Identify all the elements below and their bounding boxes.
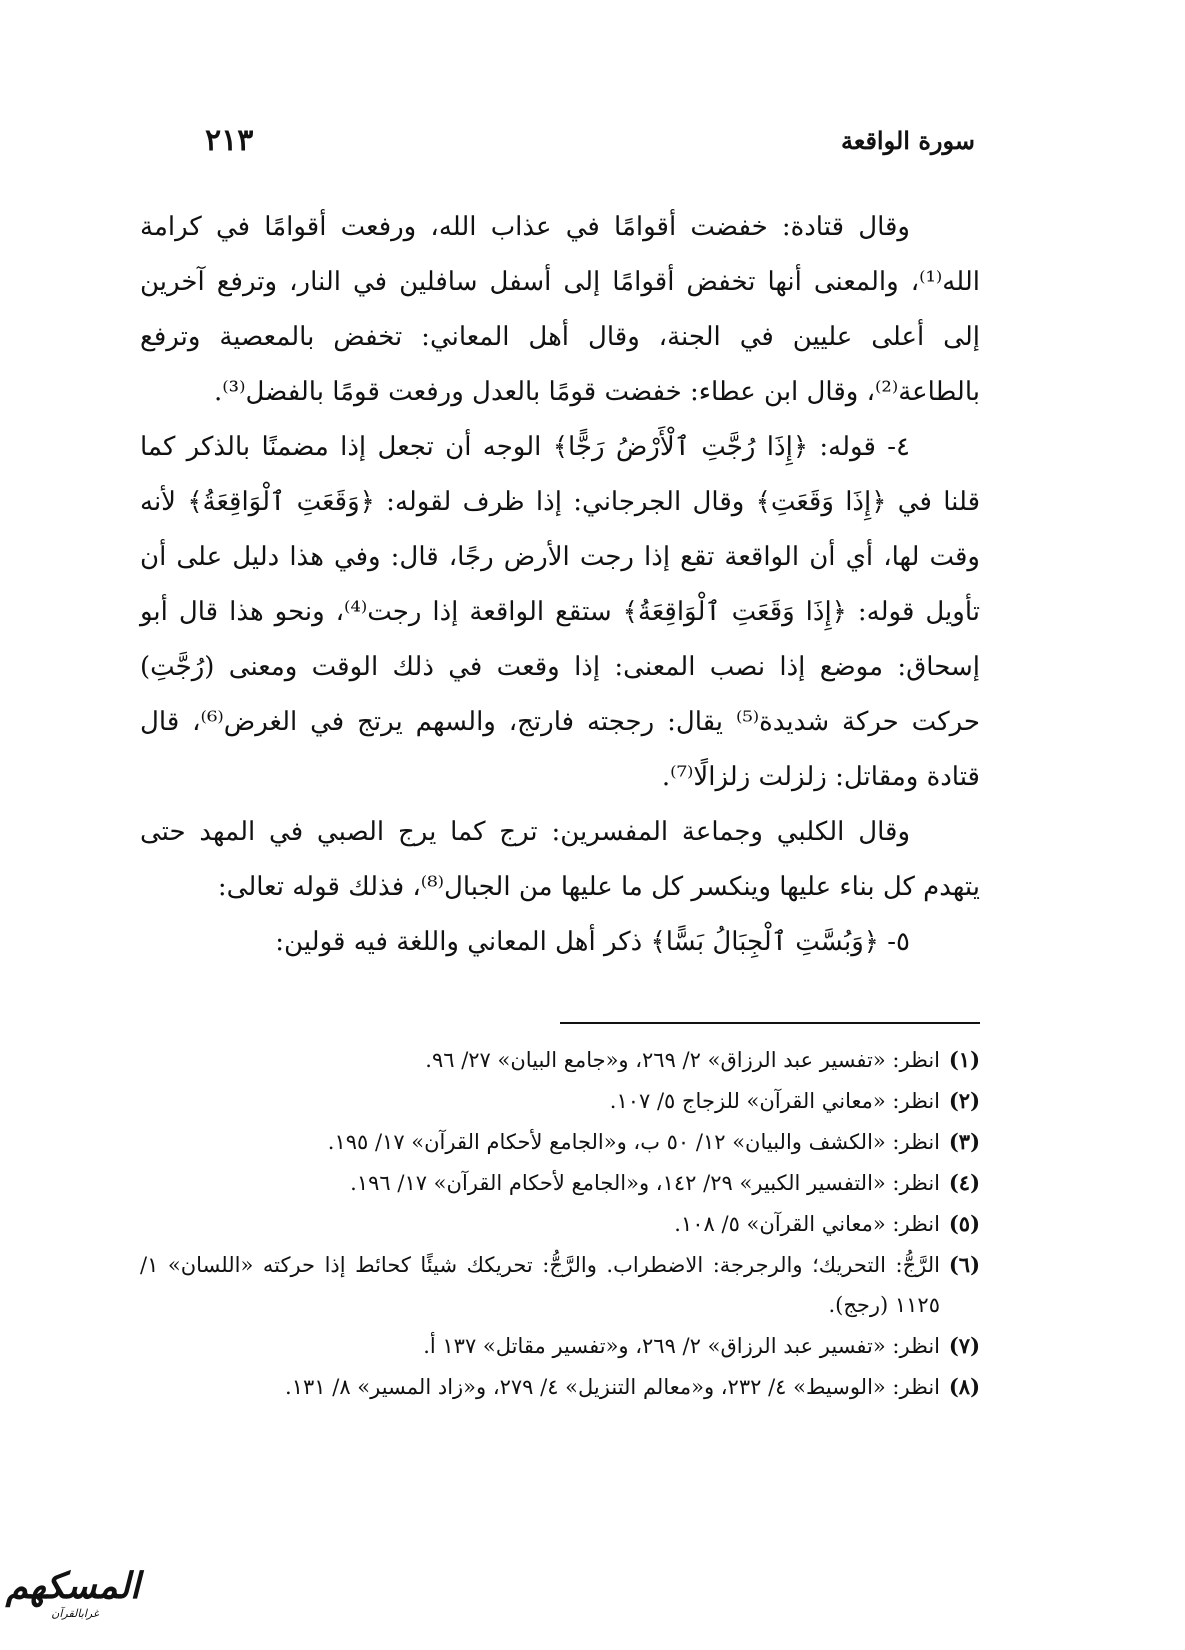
paragraph-qatada: وقال قتادة: خفضت أقوامًا في عذاب الله، ورفعت أقوامًا في كرامة الله⁽¹⁾، والمعنى أنها تخفض أقوامًا إلى أسفل سافلين في النار، وترفع آخرين إلى أعلى عليين في الجنة، وقال أهل المعاني: تخفض بالمعصية وترفع بالطاعة⁽²⁾، وقال ابن عطاء: خفضت قومًا بالعدل ورفعت قومًا بالفضل⁽³⁾. [140,212,980,407]
footnote-text: انظر: «التفسير الكبير» ٢٩/ ١٤٢، و«الجامع لأحكام القرآن» ١٧/ ١٩٦. [350,1171,940,1195]
footnote-number: (٣) [948,1129,980,1154]
footnote-number: (١) [948,1047,980,1072]
footnote-item [140,1040,980,1080]
footnote-item [140,1245,980,1325]
footnote-item [140,1122,980,1162]
footnote-text: انظر: «معاني القرآن» للزجاج ٥/ ١٠٧. [609,1089,940,1113]
footnote-item [140,1204,980,1244]
body-text [140,200,980,970]
footnote-text: انظر: «الوسيط» ٤/ ٢٣٢، و«معالم التنزيل» ٤/ ٢٧٩، و«زاد المسير» ٨/ ١٣١. [285,1375,940,1399]
running-title: سورة الواقعة [841,125,975,155]
footnote-item [140,1367,980,1407]
footnote-number: (٧) [948,1333,980,1358]
footnote-number: (٢) [948,1088,980,1113]
footnote-item [140,1081,980,1121]
footnote-text: انظر: «معاني القرآن» ٥/ ١٠٨. [674,1212,940,1236]
footnote-text: انظر: «تفسير عبد الرزاق» ٢/ ٢٦٩، و«تفسير مقاتل» ١٣٧ أ. [423,1334,940,1358]
footnote-text: انظر: «تفسير عبد الرزاق» ٢/ ٢٦٩، و«جامع البيان» ٢٧/ ٩٦. [425,1048,940,1072]
footnote-divider [560,1022,980,1024]
footnote-text: الرَّجُّ: التحريك؛ والرجرجة: الاضطراب. والرَّجُّ: تحريكك شيئًا كحائط إذا حركته «اللسان» ١/ ١١٢٥ (رجج). [140,1253,940,1317]
footnote-number: (٨) [948,1374,980,1399]
paragraph-verse-4: ٤- قوله: ﴿إِذَا رُجَّتِ ٱلْأَرْضُ رَجًّا﴾ الوجه أن تجعل إذا مضمنًا بالذكر كما قلنا في ﴿إِذَا وَقَعَتِ﴾ وقال الجرجاني: إذا ظرف لقوله: ﴿وَقَعَتِ ٱلْوَاقِعَةُ﴾ لأنه وقت لها، أي أن الواقعة تقع إذا رجت الأرض رجًا، قال: وفي هذا دليل على أن تأويل قوله: ﴿إِذَا وَقَعَتِ ٱلْوَاقِعَةُ﴾ ستقع الواقعة إذا رجت⁽⁴⁾، ونحو هذا قال أبو إسحاق: موضع إذا نصب المعنى: إذا وقعت في ذلك الوقت ومعنى (رُجَّتِ) حركت حركة شديدة⁽⁵⁾ يقال: رججته فارتج، والسهم يرتج في الغرض⁽⁶⁾، قال قتادة ومقاتل: زلزلت زلزالًا⁽⁷⁾. [140,432,980,792]
logo-sub-text: غرابالقرآن [51,1607,99,1620]
footnote-text: انظر: «الكشف والبيان» ١٢/ ٥٠ ب، و«الجامع لأحكام القرآن» ١٧/ ١٩٥. [327,1130,940,1154]
footnote-number: (٤) [948,1170,980,1195]
footnotes-list [140,1040,980,1408]
paragraph-verse-5: ٥- ﴿وَبُسَّتِ ٱلْجِبَالُ بَسًّا﴾ ذكر أهل المعاني واللغة فيه قولين: [275,927,910,957]
logo-main-text: المسكهم [5,1565,140,1607]
publisher-logo [5,1565,140,1640]
paragraph-kalbi: وقال الكلبي وجماعة المفسرين: ترج كما يرج الصبي في المهد حتى يتهدم كل بناء عليها وينكسر كل ما عليها من الجبال⁽⁸⁾، فذلك قوله تعالى: [140,817,980,902]
footnote-item [140,1326,980,1366]
footnote-item [140,1163,980,1203]
page-header [205,115,975,165]
footnote-number: (٦) [948,1252,980,1277]
footnote-number: (٥) [948,1211,980,1236]
page-number: ٢١٣ [205,122,254,158]
